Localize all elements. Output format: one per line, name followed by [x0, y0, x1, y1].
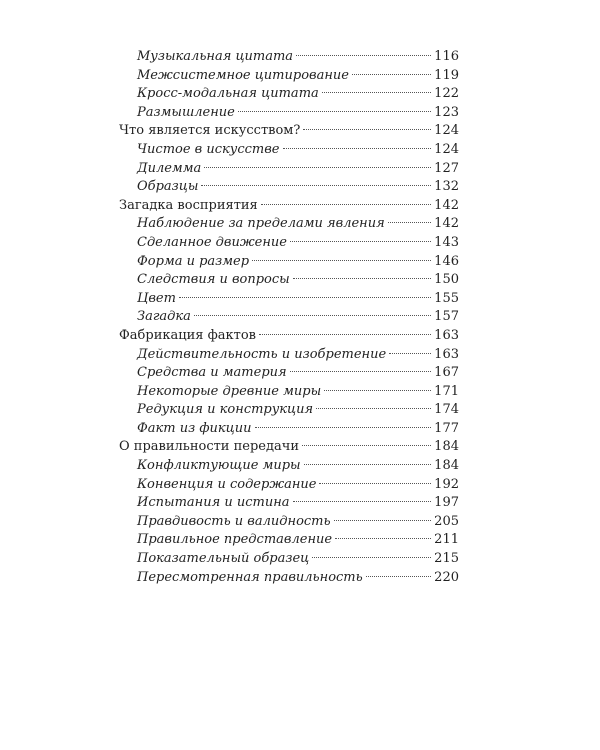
toc-section: [119, 197, 459, 216]
dot-leader: [255, 427, 432, 428]
toc-section-page: 142: [434, 197, 459, 213]
toc-entry: [119, 476, 459, 495]
dot-leader: [389, 353, 431, 354]
toc-entry-title: Показательный образец: [137, 551, 310, 567]
toc-entry: [119, 346, 459, 365]
toc-entry: [119, 253, 459, 272]
dot-leader: [293, 278, 431, 279]
dot-leader: [261, 204, 431, 205]
toc-section-title: Загадка восприятия: [119, 197, 258, 213]
dot-leader: [316, 408, 431, 409]
dot-leader: [319, 483, 431, 484]
dot-leader: [252, 260, 431, 261]
toc-entry-page: 163: [434, 346, 459, 362]
table-of-contents: [119, 48, 459, 587]
toc-entry-page: 177: [434, 420, 459, 436]
toc-entry-title: Кросс-модальная цитата: [137, 86, 319, 102]
toc-entry: [119, 308, 459, 327]
toc-entry-title: Следствия и вопросы: [137, 272, 290, 288]
toc-entry: [119, 513, 459, 532]
dot-leader: [290, 371, 432, 372]
toc-entry-title: Правдивость и валидность: [137, 513, 331, 529]
toc-entry-page: 150: [434, 272, 459, 288]
toc-entry-title: Конфликтующие миры: [137, 458, 301, 474]
toc-entry: [119, 48, 459, 67]
toc-entry-title: Пересмотренная правильность: [137, 569, 363, 585]
dot-leader: [324, 390, 431, 391]
toc-entry-title: Размышление: [137, 104, 235, 120]
toc-section-title: Что является искусством?: [119, 123, 301, 139]
dot-leader: [312, 557, 431, 558]
toc-section-title: Фабрикация фактов: [119, 327, 256, 343]
dot-leader: [334, 520, 432, 521]
toc-entry-title: Правильное представление: [137, 532, 333, 548]
toc-entry-title: Цвет: [137, 290, 176, 306]
dot-leader: [283, 148, 432, 149]
dot-leader: [335, 538, 431, 539]
toc-entry-page: 116: [434, 49, 459, 64]
toc-entry: [119, 401, 459, 420]
toc-section: [119, 438, 459, 457]
toc-entry-page: 205: [434, 513, 459, 529]
toc-entry-title: Некоторые древние миры: [137, 383, 322, 399]
toc-entry: [119, 160, 459, 179]
toc-entry: [119, 531, 459, 550]
toc-entry-title: Редукция и конструкция: [137, 402, 314, 418]
toc-entry-title: Факт из фикции: [137, 420, 252, 436]
toc-entry: [119, 420, 459, 439]
toc-entry-page: 174: [434, 402, 459, 418]
toc-entry-page: 119: [434, 67, 459, 83]
toc-entry: [119, 141, 459, 160]
toc-entry: [119, 104, 459, 123]
toc-entry-page: 157: [434, 309, 459, 325]
toc-entry-title: Загадка: [137, 309, 191, 325]
toc-section: [119, 327, 459, 346]
toc-entry-page: 142: [434, 216, 459, 232]
dot-leader: [293, 501, 432, 502]
toc-entry-page: 215: [434, 551, 459, 567]
toc-entry: [119, 383, 459, 402]
dot-leader: [201, 185, 431, 186]
toc-entry-page: 143: [434, 234, 459, 250]
toc-entry-page: 192: [434, 476, 459, 492]
toc-entry-title: Музыкальная цитата: [137, 49, 294, 64]
dot-leader: [204, 167, 431, 168]
toc-entry: [119, 550, 459, 569]
toc-entry-page: 124: [434, 141, 459, 157]
dot-leader: [352, 74, 431, 75]
toc-entry-page: 122: [434, 86, 459, 102]
dot-leader: [302, 445, 431, 446]
toc-entry: [119, 569, 459, 588]
toc-entry: [119, 364, 459, 383]
toc-section-page: 184: [434, 439, 459, 455]
toc-entry-title: Чистое в искусстве: [137, 141, 280, 157]
toc-entry-page: 127: [434, 160, 459, 176]
dot-leader: [290, 241, 431, 242]
toc-section-page: 124: [434, 123, 459, 139]
dot-leader: [179, 297, 431, 298]
toc-entry-title: Наблюдение за пределами явления: [137, 216, 385, 232]
toc-entry-page: 171: [434, 383, 459, 399]
toc-entry-title: Сделанное движение: [137, 234, 287, 250]
toc-entry: [119, 271, 459, 290]
dot-leader: [366, 576, 431, 577]
toc-entry-title: Межсистемное цитирование: [137, 67, 349, 83]
toc-entry: [119, 494, 459, 513]
toc-entry-page: 211: [434, 532, 459, 548]
toc-entry: [119, 85, 459, 104]
toc-entry: [119, 178, 459, 197]
toc-entry: [119, 457, 459, 476]
dot-leader: [296, 55, 431, 56]
dot-leader: [303, 129, 431, 130]
toc-entry-title: Образцы: [137, 179, 199, 195]
toc-entry-page: 220: [434, 569, 459, 585]
toc-entry: [119, 234, 459, 253]
toc-entry-title: Дилемма: [137, 160, 202, 176]
toc-section: [119, 122, 459, 141]
toc-entry-page: 167: [434, 365, 459, 381]
toc-entry: [119, 215, 459, 234]
dot-leader: [322, 92, 431, 93]
dot-leader: [238, 111, 431, 112]
toc-entry-page: 197: [434, 495, 459, 511]
dot-leader: [388, 222, 431, 223]
dot-leader: [194, 315, 431, 316]
toc-entry-page: 123: [434, 104, 459, 120]
toc-entry-page: 155: [434, 290, 459, 306]
toc-entry-title: Действительность и изобретение: [137, 346, 387, 362]
toc-entry: [119, 67, 459, 86]
toc-section-page: 163: [434, 327, 459, 343]
toc-entry-page: 146: [434, 253, 459, 269]
dot-leader: [304, 464, 432, 465]
toc-entry-title: Конвенция и содержание: [137, 476, 317, 492]
toc-entry-title: Испытания и истина: [137, 495, 290, 511]
toc-entry: [119, 290, 459, 309]
toc-entry-page: 184: [434, 458, 459, 474]
toc-section-title: О правильности передачи: [119, 439, 299, 455]
toc-entry-title: Средства и материя: [137, 365, 287, 381]
dot-leader: [259, 334, 431, 335]
toc-entry-title: Форма и размер: [137, 253, 250, 269]
toc-entry-page: 132: [434, 179, 459, 195]
